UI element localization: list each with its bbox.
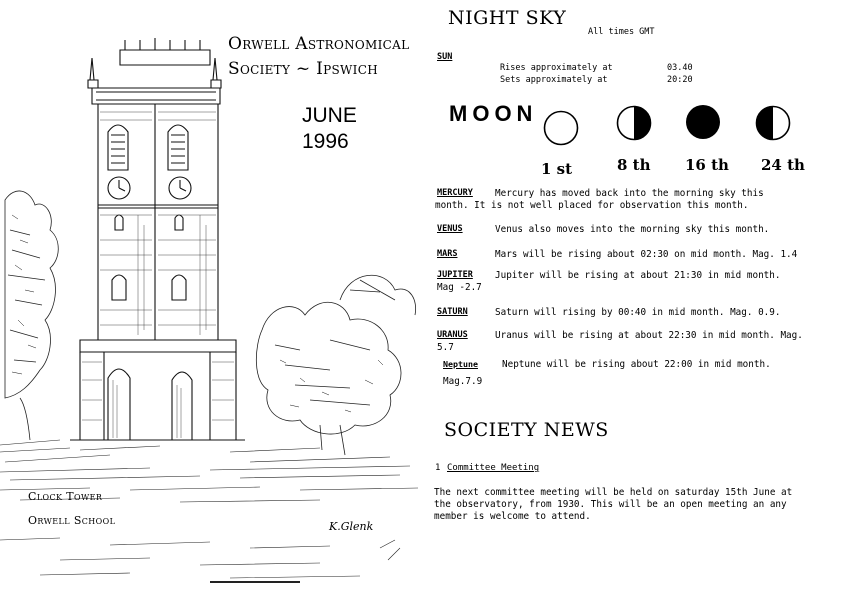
- planet-text-jupiter-line1: Jupiter will be rising at about 21:30 in mid month.: [495, 270, 781, 281]
- planet-text-neptune-line2: Mag.7.9: [443, 376, 483, 387]
- sun-rises-text: Rises approximately at: [500, 63, 613, 73]
- planet-name-mercury: MERCURY: [437, 188, 473, 198]
- moon-phase-icons: [421, 0, 842, 160]
- night-sky-heading: NIGHT SKY: [448, 7, 567, 29]
- planet-text-saturn: Saturn will rising by 00:40 in mid month. Mag. 0.9.: [495, 307, 781, 318]
- artist-signature: K.Glenk: [329, 520, 374, 533]
- moon-phase-label: 16 th: [685, 156, 729, 174]
- sun-label: SUN: [437, 52, 453, 62]
- society-title-line1: Orwell Astronomical: [228, 34, 410, 54]
- moon-phase-label: 1 st: [541, 160, 573, 178]
- sun-sets-time: 20:20: [667, 75, 693, 85]
- planet-text-neptune-line1: Neptune will be rising about 22:00 in mid month.: [502, 359, 771, 370]
- planet-text-mercury-line2: month. It is not well placed for observation this month.: [435, 200, 749, 211]
- times-note: All times GMT: [588, 27, 655, 37]
- moon-label: MOON: [449, 101, 538, 126]
- caption-line1: Clock Tower: [28, 490, 103, 503]
- society-title-line2: Society ~ Ipswich: [228, 59, 378, 79]
- issue-date: [302, 103, 357, 155]
- planet-text-uranus-line2: 5.7: [437, 342, 454, 353]
- planet-text-jupiter-line2: Mag -2.7: [437, 282, 482, 293]
- full-moon-icon: [686, 105, 720, 139]
- planet-name-jupiter: JUPITER: [437, 270, 473, 280]
- planet-text-uranus-line1: Uranus will be rising at about 22:30 in mid month. Mag.: [495, 330, 803, 341]
- sun-sets-text: Sets approximately at: [500, 75, 608, 85]
- news-item-title: Committee Meeting: [447, 463, 540, 473]
- society-title: [228, 32, 418, 82]
- sun-rises-time: 03.40: [667, 63, 693, 73]
- last-quarter-moon-icon: [757, 107, 790, 140]
- planet-text-mars: Mars will be rising about 02:30 on mid month. Mag. 1.4: [495, 249, 798, 260]
- moon-phase-label: 24 th: [761, 156, 805, 174]
- night-sky-page: [421, 0, 842, 595]
- news-body-line1: The next committee meeting will be held on saturday 15th June at: [434, 487, 793, 498]
- planet-name-mars: MARS: [437, 249, 458, 259]
- issue-month: JUNE: [302, 104, 357, 127]
- planet-name-saturn: SATURN: [437, 307, 468, 317]
- new-moon-icon: [545, 112, 578, 145]
- moon-phase-label: 8 th: [617, 156, 651, 174]
- issue-year: 1996: [302, 130, 349, 153]
- society-news-heading: SOCIETY NEWS: [444, 419, 609, 441]
- first-quarter-moon-icon: [618, 107, 651, 140]
- caption-line2: Orwell School: [28, 514, 116, 527]
- planet-name-uranus: URANUS: [437, 330, 468, 340]
- planet-text-mercury-line1: Mercury has moved back into the morning sky this: [495, 188, 764, 199]
- news-body-line2: the observatory, from 1930. This will be an open meeting an any: [434, 499, 787, 510]
- planet-name-neptune: Neptune: [443, 359, 478, 369]
- news-item-number: 1: [435, 463, 441, 473]
- news-body-line3: member is welcome to attend.: [434, 511, 591, 522]
- planet-name-venus: VENUS: [437, 224, 463, 234]
- planet-text-venus: Venus also moves into the morning sky this month.: [495, 224, 770, 235]
